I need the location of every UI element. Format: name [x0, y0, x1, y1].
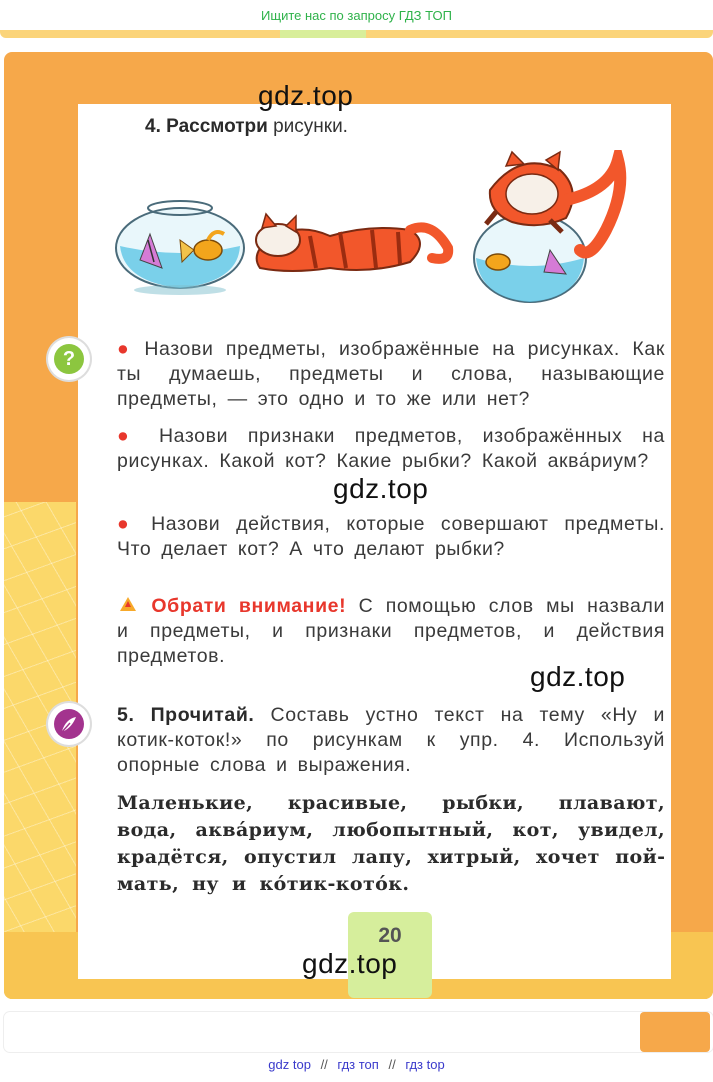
fish-cat-illustration: [110, 150, 650, 310]
bullet-3: ●: [117, 513, 136, 535]
exercise-5-paragraph: [117, 703, 665, 778]
footer-sep-1: //: [320, 1057, 328, 1072]
footer-links: [0, 1052, 713, 1082]
question-2-text: Назови признаки предметов, изображённых на рисунках. Какой кот? Какие рыбки? Какой аква́риум?: [117, 425, 665, 472]
frame-grid-decoration: [4, 502, 76, 999]
footer-link-3[interactable]: гдз top: [405, 1057, 445, 1072]
exercise-4-title: Рассмотри: [166, 116, 268, 137]
support-words: Маленькие, красивые, рыбки, плавают, вода, аква́риум, любопытный, кот, увидел, крадётся, опустил лапу, хитрый, хочет поймать, ну и ко́тик-кото́к.: [117, 792, 665, 895]
watermark-middle: gdz.top: [333, 473, 429, 504]
sneaking-cat-icon: [256, 214, 448, 271]
watermark-right: gdz.top: [530, 661, 626, 692]
watermark-bottom: gdz.top: [302, 948, 398, 979]
question-2: [117, 424, 665, 474]
top-banner[interactable]: Ищите нас по запросу ГДЗ ТОП: [261, 8, 452, 23]
fishbowl-icon: [116, 201, 244, 295]
note-text: С помощью слов мы назвали и предметы, и признаки предметов, и действия предметов.: [117, 595, 665, 667]
question-1-text: Назови предметы, изображённые на рисунках. Как ты думаешь, предметы и слова, называющие предметы, — это одно и то же или нет?: [117, 338, 665, 410]
exercise-4-rest: рисунки.: [273, 116, 348, 137]
next-page-corner: [640, 1012, 710, 1052]
next-page-preview: [4, 1012, 713, 1052]
exercise-5-text: Составь устно текст на тему «Ну и котик-коток!» по рисункам к упр. 4. Используй опорные слова и выражения.: [117, 704, 665, 776]
top-strip: [0, 30, 713, 38]
quill-glyph: [54, 709, 84, 739]
question-3-text: Назови действия, которые совершают предметы. Что делает кот? А что делают рыбки?: [117, 513, 665, 560]
note-paragraph: [117, 593, 665, 669]
exercise-4-number: 4.: [145, 116, 161, 137]
footer-link-1[interactable]: gdz top: [268, 1057, 311, 1072]
note-icon: [117, 593, 139, 615]
footer-link-2[interactable]: гдз топ: [337, 1057, 379, 1072]
page-number: 20: [378, 924, 402, 947]
note-title: Обрати внимание!: [151, 595, 347, 617]
watermark-top: gdz.top: [258, 80, 354, 111]
exercise-5-title: Прочитай.: [150, 704, 255, 726]
bullet-1: ●: [117, 338, 132, 360]
feather-icon: [48, 703, 90, 745]
question-1: [117, 337, 665, 412]
footer-sep-2: //: [388, 1057, 396, 1072]
bullet-2: ●: [117, 425, 140, 447]
top-strip-tab: [280, 30, 366, 38]
fishbowl-2-icon: [474, 214, 586, 302]
question-icon: ?: [48, 338, 90, 380]
exercise-4-heading: [145, 116, 348, 138]
exercise-5-number: 5.: [117, 704, 135, 726]
question-3: [117, 512, 665, 562]
